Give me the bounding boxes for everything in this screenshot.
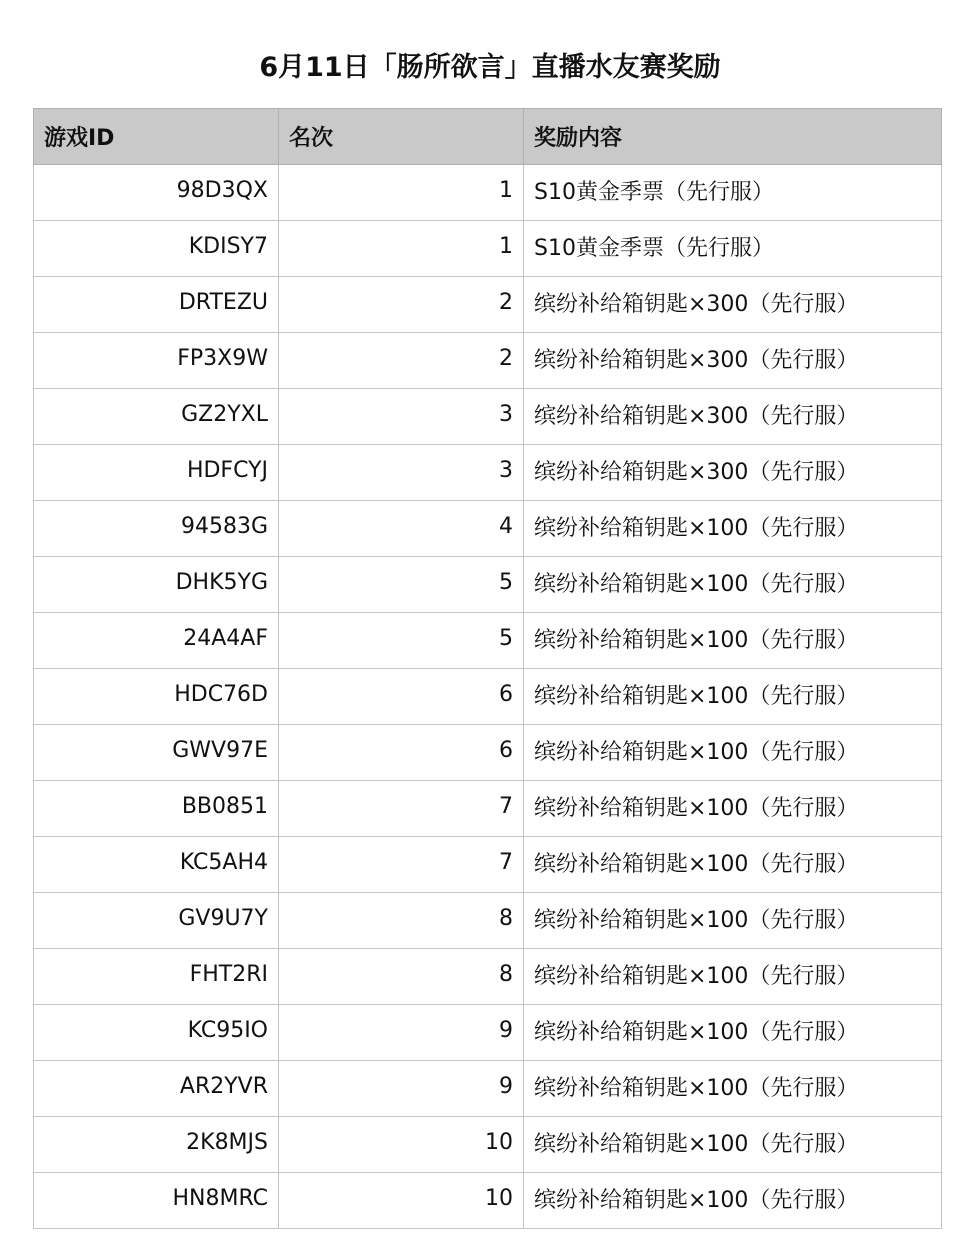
table-row xyxy=(34,1061,942,1117)
table-row xyxy=(34,949,942,1005)
table-row xyxy=(34,165,942,221)
cell-game-id: FP3X9W xyxy=(34,333,279,389)
cell-reward: 缤纷补给箱钥匙×100（先行服） xyxy=(524,949,942,1005)
header-reward: 奖励内容 xyxy=(524,109,942,165)
table-row xyxy=(34,669,942,725)
header-game-id: 游戏ID xyxy=(34,109,279,165)
cell-rank: 8 xyxy=(279,949,524,1005)
cell-reward: 缤纷补给箱钥匙×100（先行服） xyxy=(524,1061,942,1117)
cell-reward: 缤纷补给箱钥匙×300（先行服） xyxy=(524,277,942,333)
cell-game-id: KDISY7 xyxy=(34,221,279,277)
table-row xyxy=(34,1005,942,1061)
page-title: 6月11日「肠所欲言」直播水友赛奖励 xyxy=(259,52,721,83)
cell-game-id: AR2YVR xyxy=(34,1061,279,1117)
table-row xyxy=(34,1173,942,1229)
cell-reward: 缤纷补给箱钥匙×100（先行服） xyxy=(524,501,942,557)
cell-rank: 8 xyxy=(279,893,524,949)
cell-game-id: DHK5YG xyxy=(34,557,279,613)
cell-reward: S10黄金季票（先行服） xyxy=(524,165,942,221)
table-row xyxy=(34,557,942,613)
cell-reward: 缤纷补给箱钥匙×100（先行服） xyxy=(524,613,942,669)
cell-game-id: KC95IO xyxy=(34,1005,279,1061)
table-row xyxy=(34,501,942,557)
cell-reward: 缤纷补给箱钥匙×100（先行服） xyxy=(524,557,942,613)
table-row xyxy=(34,1117,942,1173)
rewards-table xyxy=(33,108,942,1229)
cell-reward: 缤纷补给箱钥匙×300（先行服） xyxy=(524,445,942,501)
cell-rank: 7 xyxy=(279,781,524,837)
table-row xyxy=(34,613,942,669)
cell-game-id: HN8MRC xyxy=(34,1173,279,1229)
cell-rank: 10 xyxy=(279,1117,524,1173)
table-row xyxy=(34,445,942,501)
table-row xyxy=(34,781,942,837)
cell-rank: 2 xyxy=(279,333,524,389)
cell-reward: 缤纷补给箱钥匙×100（先行服） xyxy=(524,837,942,893)
table-header-row xyxy=(34,109,942,165)
cell-reward: 缤纷补给箱钥匙×100（先行服） xyxy=(524,669,942,725)
cell-reward: 缤纷补给箱钥匙×100（先行服） xyxy=(524,1173,942,1229)
cell-rank: 10 xyxy=(279,1173,524,1229)
cell-rank: 1 xyxy=(279,221,524,277)
cell-game-id: HDC76D xyxy=(34,669,279,725)
cell-rank: 4 xyxy=(279,501,524,557)
cell-game-id: 24A4AF xyxy=(34,613,279,669)
cell-reward: 缤纷补给箱钥匙×100（先行服） xyxy=(524,893,942,949)
cell-reward: 缤纷补给箱钥匙×300（先行服） xyxy=(524,389,942,445)
cell-game-id: 94583G xyxy=(34,501,279,557)
header-rank: 名次 xyxy=(279,109,524,165)
cell-game-id: GZ2YXL xyxy=(34,389,279,445)
cell-reward: 缤纷补给箱钥匙×100（先行服） xyxy=(524,781,942,837)
cell-game-id: KC5AH4 xyxy=(34,837,279,893)
cell-game-id: FHT2RI xyxy=(34,949,279,1005)
cell-game-id: DRTEZU xyxy=(34,277,279,333)
cell-rank: 6 xyxy=(279,725,524,781)
cell-rank: 5 xyxy=(279,613,524,669)
table-row xyxy=(34,893,942,949)
table-row xyxy=(34,277,942,333)
table-row xyxy=(34,389,942,445)
cell-game-id: HDFCYJ xyxy=(34,445,279,501)
cell-rank: 1 xyxy=(279,165,524,221)
cell-game-id: 2K8MJS xyxy=(34,1117,279,1173)
table-row xyxy=(34,333,942,389)
cell-rank: 6 xyxy=(279,669,524,725)
table-row xyxy=(34,221,942,277)
cell-game-id: 98D3QX xyxy=(34,165,279,221)
cell-rank: 3 xyxy=(279,445,524,501)
cell-game-id: GV9U7Y xyxy=(34,893,279,949)
cell-rank: 9 xyxy=(279,1005,524,1061)
cell-game-id: GWV97E xyxy=(34,725,279,781)
table-row xyxy=(34,837,942,893)
cell-reward: 缤纷补给箱钥匙×100（先行服） xyxy=(524,1117,942,1173)
cell-reward: S10黄金季票（先行服） xyxy=(524,221,942,277)
cell-reward: 缤纷补给箱钥匙×100（先行服） xyxy=(524,725,942,781)
cell-rank: 9 xyxy=(279,1061,524,1117)
cell-rank: 7 xyxy=(279,837,524,893)
cell-rank: 3 xyxy=(279,389,524,445)
cell-reward: 缤纷补给箱钥匙×300（先行服） xyxy=(524,333,942,389)
cell-game-id: BB0851 xyxy=(34,781,279,837)
cell-rank: 2 xyxy=(279,277,524,333)
table-row xyxy=(34,725,942,781)
cell-reward: 缤纷补给箱钥匙×100（先行服） xyxy=(524,1005,942,1061)
cell-rank: 5 xyxy=(279,557,524,613)
